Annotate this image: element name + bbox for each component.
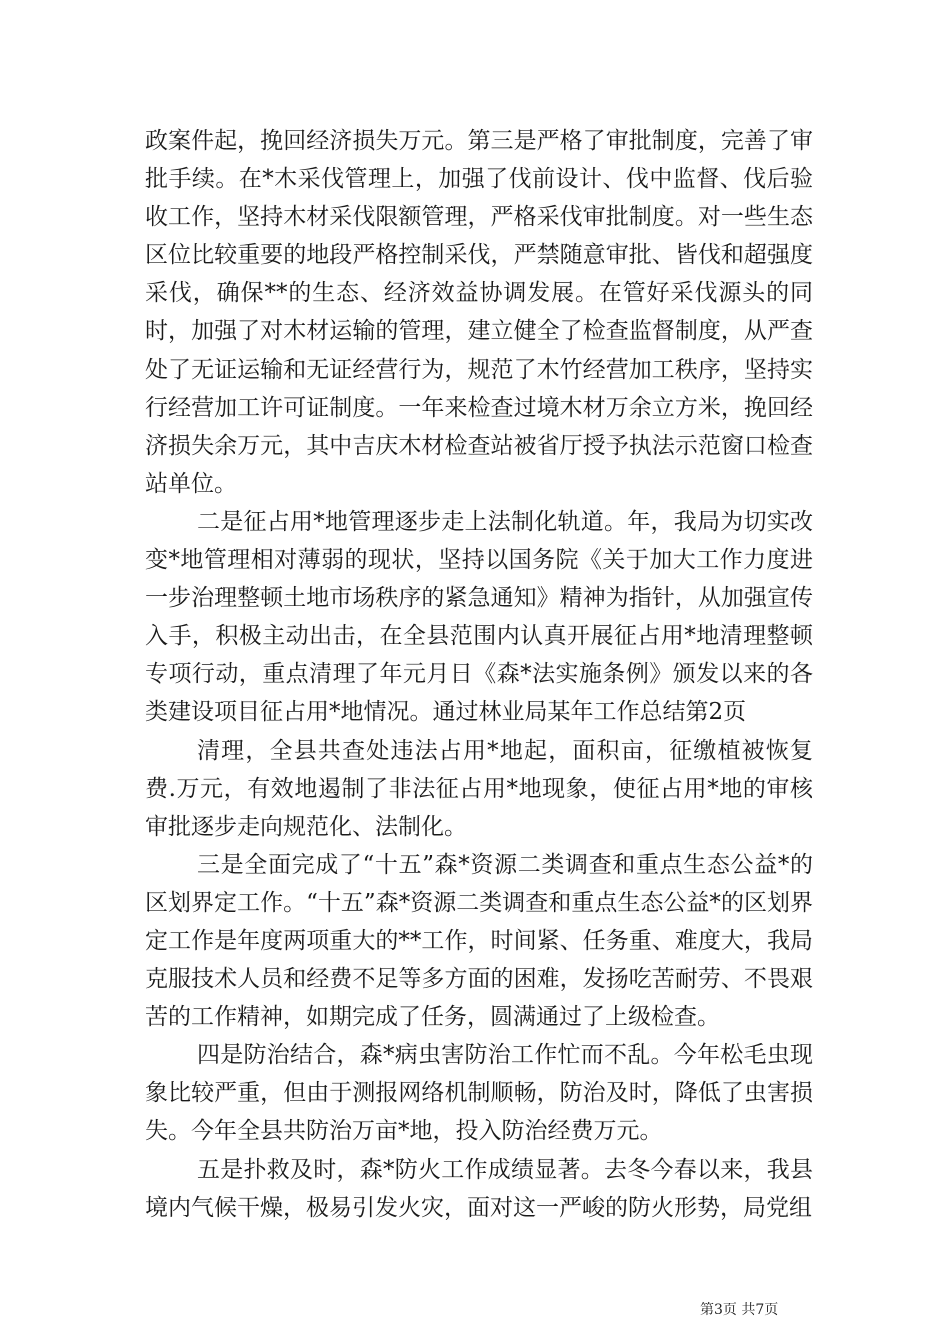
paragraph-1: 政案件起，挽回经济损失万元。第三是严格了审批制度，完善了审批手续。在*木采伐管理上，加强了伐前设计、伐中监督、伐后验收工作，坚持木材采伐限额管理，严格采伐审批制度。对一些生态区位比较重要的地段严格控制采伐，严禁随意审批、皆伐和超强度采伐，确保**的生态、经济效益协调发展。在管好采伐源头的同时，加强了对木材运输的管理，建立健全了检查监督制度，从严查处了无证运输和无证经营行为，规范了木竹经营加工秩序，坚持实行经营加工许可证制度。一年来检查过境木材万余立方米，挽回经济损失余万元，其中吉庆木材检查站被省厅授予执法示范窗口检查站单位。: [145, 128, 813, 497]
paragraph-4: 三是全面完成了“十五”森*资源二类调查和重点生态公益*的区划界定工作。“十五”森*资源二类调查和重点生态公益*的区划界定工作是年度两项重大的**工作，时间紧、任务重、难度大，我局克服技术人员和经费不足等多方面的困难，发扬吃苦耐劳、不畏艰苦的工作精神，如期完成了任务，圆满通过了上级检查。: [145, 851, 813, 1031]
body-text: [145, 122, 813, 1227]
paragraph-6: 五是扑救及时，森*防火工作成绩显著。去冬今春以来，我县境内气候干燥，极易引发火灾，面对这一严峻的防火形势，局党组: [145, 1156, 813, 1221]
page-number-footer: 第3页 共7页: [700, 1302, 779, 1318]
paragraph-2: 二是征占用*地管理逐步走上法制化轨道。年，我局为切实改变*地管理相对薄弱的现状，坚持以国务院《关于加大工作力度进一步治理整顿土地市场秩序的紧急通知》精神为指针，从加强宣传入手，积极主动出击，在全县范围内认真开展征占用*地清理整顿专项行动，重点清理了年元月日《森*法实施条例》颁发以来的各类建设项目征占用*地情况。通过林业局某年工作总结第2页: [145, 508, 813, 726]
paragraph-3: 清理，全县共查处违法占用*地起，面积亩，征缴植被恢复费.万元，有效地遏制了非法征占用*地现象，使征占用*地的审核审批逐步走向规范化、法制化。: [145, 737, 813, 840]
paragraph-5: 四是防治结合，森*病虫害防治工作忙而不乱。今年松毛虫现象比较严重，但由于测报网络机制顺畅，防治及时，降低了虫害损失。今年全县共防治万亩*地，投入防治经费万元。: [145, 1042, 813, 1145]
